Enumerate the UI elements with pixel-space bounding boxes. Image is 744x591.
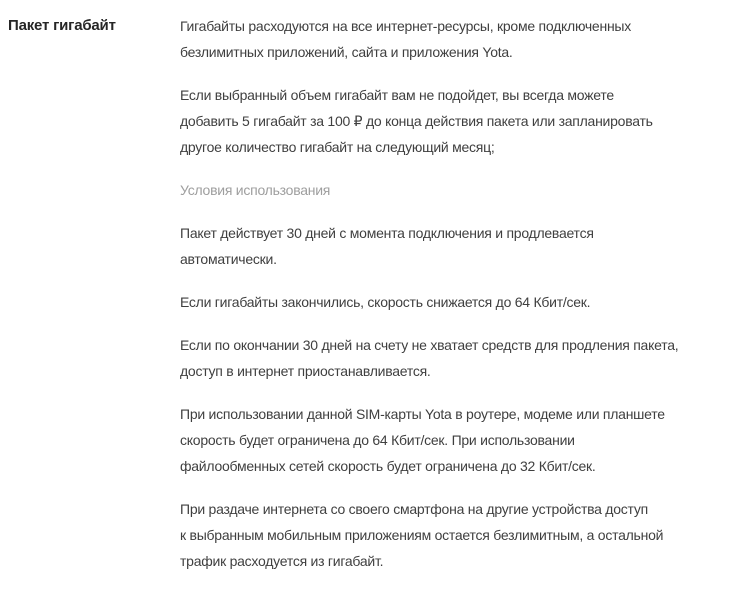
paragraph-speed-reduction: Если гигабайты закончились, скорость снижается до 64 Кбит/сек.: [180, 294, 591, 310]
paragraph-add-gigabytes: Если выбранный объем гигабайт вам не подойдет, вы всегда можете добавить 5 гигабайт за 100 ₽ до конца действия пакета или запланировать другое количество гигабайт на следующий месяц;: [180, 87, 653, 155]
paragraph-tethering: При раздаче интернета со своего смартфона на другие устройства доступ к выбранным мобильным приложениям остается безлимитным, а остальной трафик расходуется из гигабайт.: [180, 501, 664, 569]
paragraph-insufficient-funds: Если по окончании 30 дней на счету не хватает средств для продления пакета, доступ в интернет приостанавливается.: [180, 337, 679, 379]
paragraph-traffic-usage: Гигабайты расходуются на все интернет-ресурсы, кроме подключенных безлимитных приложений, сайта и приложения Yota.: [180, 18, 631, 60]
section-content: [180, 13, 736, 591]
paragraph-sim-in-router: При использовании данной SIM-карты Yota в роутере, модеме или планшете скорость будет ограничена до 64 Кбит/сек. При использовании файлообменных сетей скорость будет ограничена до 32 Кбит/сек.: [180, 406, 665, 474]
subheading-usage-terms: Условия использования: [180, 182, 331, 198]
paragraph-package-duration: Пакет действует 30 дней с момента подключения и продлевается автоматически.: [180, 225, 594, 267]
section-label: Пакет гигабайт: [8, 17, 116, 34]
